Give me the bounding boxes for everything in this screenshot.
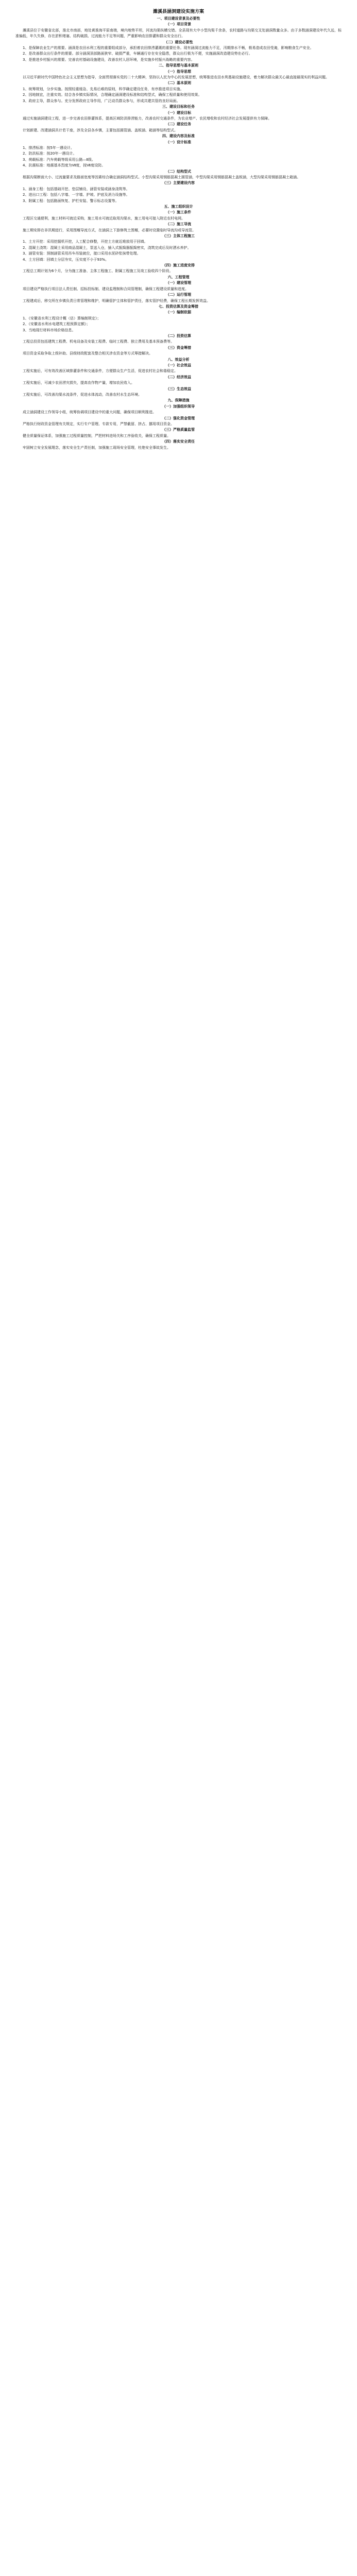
- document-paragraph: 1、《安徽省水利工程设计概（估）算编制规定》；: [23, 316, 101, 320]
- document-paragraph: 健全质量保证体系，加强施工过程质量控制，严把材料进场关和工序验收关，确保工程质量。: [23, 433, 171, 438]
- document-heading: （一）指导思想: [166, 69, 191, 74]
- document-paragraph: 2、是改善群众出行条件的需要。部分涵洞顶部路面狭窄、破损严重，车辆通行存在安全隐患，群众出行极为不便，实施涵洞改造建设势在必行。: [23, 52, 252, 56]
- document-paragraph: 1、排涝标准：按5年一遇设计。: [23, 145, 74, 150]
- document-paragraph: 工程实施后，可改善沟渠水流条件，促进水体流动，改善农村水生态环境。: [23, 393, 142, 397]
- document-paragraph: 1、涵身工程：包括基础开挖、垫层铺设、涵管安装或涵身浇筑等。: [23, 187, 130, 191]
- document-heading: 濉溪县涵洞建设实施方案: [152, 9, 204, 14]
- document-paragraph: 3、涵管安装：预制涵管采用吊车吊装就位，接口采用水泥砂浆抹带处理。: [23, 251, 141, 256]
- document-heading: （四）施工进度安排: [162, 263, 195, 268]
- document-paragraph: 通过实施涵洞建设工程，进一步完善农田排灌体系，提高区域防洪排涝能力，改善农村交通条件，为农业增产、农民增收和农村经济社会发展提供有力保障。: [23, 116, 271, 121]
- document-heading: （三）资金筹措: [166, 345, 191, 350]
- document-heading: 四、建设内容及标准: [162, 134, 195, 139]
- document-heading: （四）落实安全责任: [162, 439, 195, 444]
- document-heading: （三）主要建设内容: [162, 181, 195, 185]
- document-paragraph: 2、因地制宜，注重实效。结合各乡镇实际情况，合理确定涵洞建设标准和结构型式，确保工程质量和使用效果。: [23, 93, 202, 97]
- document-paragraph: 成立涵洞建设工作领导小组，统筹协调项目建设中的重大问题，确保项目顺利推进。: [23, 410, 156, 415]
- document-heading: （一）建设目标: [166, 110, 191, 115]
- document-heading: （三）生态效益: [166, 386, 191, 391]
- document-paragraph: 1、统筹规划，分步实施。按照轻重缓急、先易后难的原则，科学确定建设任务，有序推进项目实施。: [23, 87, 184, 91]
- document-paragraph: 1、土方开挖：采用挖掘机开挖，人工配合修整，开挖土方就近堆放用于回填。: [23, 240, 148, 244]
- document-heading: （二）建设任务: [166, 122, 191, 127]
- document-heading: 八、效益分析: [167, 357, 190, 362]
- document-heading: 二、指导思想与基本原则: [159, 63, 198, 68]
- document-heading: （二）运行管理: [166, 293, 191, 297]
- document-paragraph: 2、进出口工程：包括八字墙、一字墙、护坡、护底及消力设施等。: [23, 193, 130, 197]
- document-paragraph: 1、是保障农业生产的需要。涵洞是农田水利工程的重要组成部分，承担着农田排涝灌溉的重要任务。现有涵洞过流能力不足，汛期排水不畅，极易造成农田受淹，影响粮食生产安全。: [23, 46, 314, 50]
- document-paragraph: 以习近平新时代中国特色社会主义思想为指导，全面贯彻落实党的二十大精神，坚持以人民为中心的发展思想，统筹推进农田水利基础设施建设，着力解决群众最关心最直接最现实的利益问题。: [23, 75, 329, 80]
- document-heading: （一）社会效益: [166, 363, 191, 367]
- document-heading: （二）建设必要性: [164, 40, 193, 44]
- document-heading: （三）主体工程施工: [162, 234, 195, 239]
- document-heading: （二）经济效益: [166, 375, 191, 379]
- document-heading: （一）加强组织领导: [162, 404, 195, 409]
- document-paragraph: 工程总工期计划为6个月，分为施工准备、主体工程施工、附属工程施工及竣工验收四个阶段。: [23, 269, 173, 274]
- document-paragraph: 4、土方回填：回填土分层夯实，压实度不小于93%。: [23, 257, 109, 262]
- document-paragraph: 4、抗震标准：地震基本烈度为Ⅶ度，按Ⅶ度设防。: [23, 163, 106, 168]
- document-heading: （二）结构型式: [166, 169, 191, 174]
- document-heading: （三）严格质量监管: [162, 428, 195, 432]
- document-paragraph: 3、附属工程：包括路面恢复、护栏安装、警示标志设置等。: [23, 198, 119, 203]
- document-heading: （一）建设管理: [166, 281, 191, 285]
- document-paragraph: 项目资金采取争取上级补助、县级财政配套及整合相关涉农资金等方式筹措解决。: [23, 351, 152, 356]
- document-heading: 九、保障措施: [167, 398, 190, 403]
- document-paragraph: 3、荷载标准：汽车荷载等级采用公路—Ⅱ级。: [23, 157, 95, 162]
- document-paragraph: 2、《安徽省水利水电建筑工程预算定额》；: [23, 322, 90, 327]
- document-paragraph: 施工期安排在非汛期进行，采用围堰导流方式，在涵洞上下游修筑土围堰，必要时设置临时导流沟或导流管。: [23, 228, 196, 232]
- document-paragraph: 严格执行财政资金管理有关规定，实行专户管理、专款专用，严禁截留、挤占、挪用项目资金。: [23, 422, 174, 427]
- document-paragraph: 工程总投资包括建筑工程费、机电设备及安装工程费、临时工程费、独立费用及基本预备费等。: [23, 340, 174, 344]
- document-paragraph: 工程实施后，可减少农田涝灾损失，提高农作物产量，增加农民收入。: [23, 381, 134, 385]
- document-heading: 五、施工组织设计: [164, 205, 193, 209]
- document-heading: （二）基本原则: [166, 81, 191, 86]
- document-heading: （二）强化资金管理: [162, 416, 195, 420]
- document-paragraph: 3、政府主导，群众参与。充分发挥政府主导作用，广泛动员群众参与，形成共建共管的良好局面。: [23, 98, 180, 103]
- document-heading: 三、建设目标和任务: [162, 105, 195, 109]
- document-paragraph: 2、混凝土浇筑：混凝土采用商品混凝土，泵送入仓，插入式振捣器振捣密实，浇筑完成后及时洒水养护。: [23, 245, 191, 250]
- document-heading: 一、项目建设背景及必要性: [157, 16, 200, 21]
- document-paragraph: 3、是推进乡村振兴的需要。完善农村基础设施建设，改善农村人居环境，是实施乡村振兴战略的重要内容。: [23, 57, 195, 62]
- document-heading: （一）设计标准: [166, 140, 191, 144]
- document-paragraph: 计划新建、改建涵洞共计若干座，涉及全县各乡镇，主要包括圆管涵、盖板涵、箱涵等结构型式。: [23, 128, 178, 132]
- document-paragraph: 工程实施后，可有效改善区域排灌条件和交通条件，方便群众生产生活，促进农村社会和谐稳定。: [23, 369, 178, 374]
- document-heading: （二）施工导流: [166, 222, 191, 227]
- document-paragraph: 牢固树立安全发展理念，落实安全生产责任制，加强施工现场安全管理，杜绝安全事故发生。: [23, 445, 171, 450]
- document-paragraph: 3、当地现行材料市场价格信息。: [23, 328, 76, 332]
- document-heading: 七、投资估算及资金筹措: [159, 304, 198, 309]
- document-paragraph: 根据沟渠断面大小、过流量要求及路面宽度等因素综合确定涵洞结构型式。小型沟渠采用钢筋混凝土圆管涵，中型沟渠采用钢筋混凝土盖板涵，大型沟渠采用钢筋混凝土箱涵。: [23, 175, 300, 179]
- document-heading: （一）编制依据: [166, 310, 191, 315]
- document-paragraph: 工程区交通便利，施工材料可就近采购，施工用水可就近取用沟渠水，施工用电可接入附近农村电网。: [23, 216, 185, 221]
- document-paragraph: 2、防洪标准：按20年一遇设计。: [23, 151, 77, 156]
- document-heading: （一）项目背景: [166, 22, 191, 27]
- document-paragraph: 工程建成后，移交所在乡镇负责日常管理和维护，明确管护主体和管护责任，落实管护经费，确保工程长期发挥效益。: [23, 298, 210, 303]
- document-paragraph: 项目建设严格执行项目法人责任制、招标投标制、建设监理制和合同管理制，确保工程建设质量和进度。: [23, 286, 189, 291]
- document-heading: （一）施工条件: [166, 210, 191, 215]
- document-heading: 六、工程管理: [167, 275, 190, 279]
- document-paragraph: 濉溪县位于安徽省北部，淮北市南部，地处黄淮海平原南端，境内地势平坦，河流沟渠纵横交错。全县现有大中小型沟渠千余条，农村道路与沟渠交叉处涵洞数量众多。由于多数涵洞建设年代久远，标准偏低，年久失修，存在淤积堵塞、结构破损、过流能力不足等问题，严重影响农田排灌和群众安全出行。: [15, 28, 342, 39]
- document-heading: （二）投资估算: [166, 333, 191, 338]
- document-body: [15, 8, 342, 451]
